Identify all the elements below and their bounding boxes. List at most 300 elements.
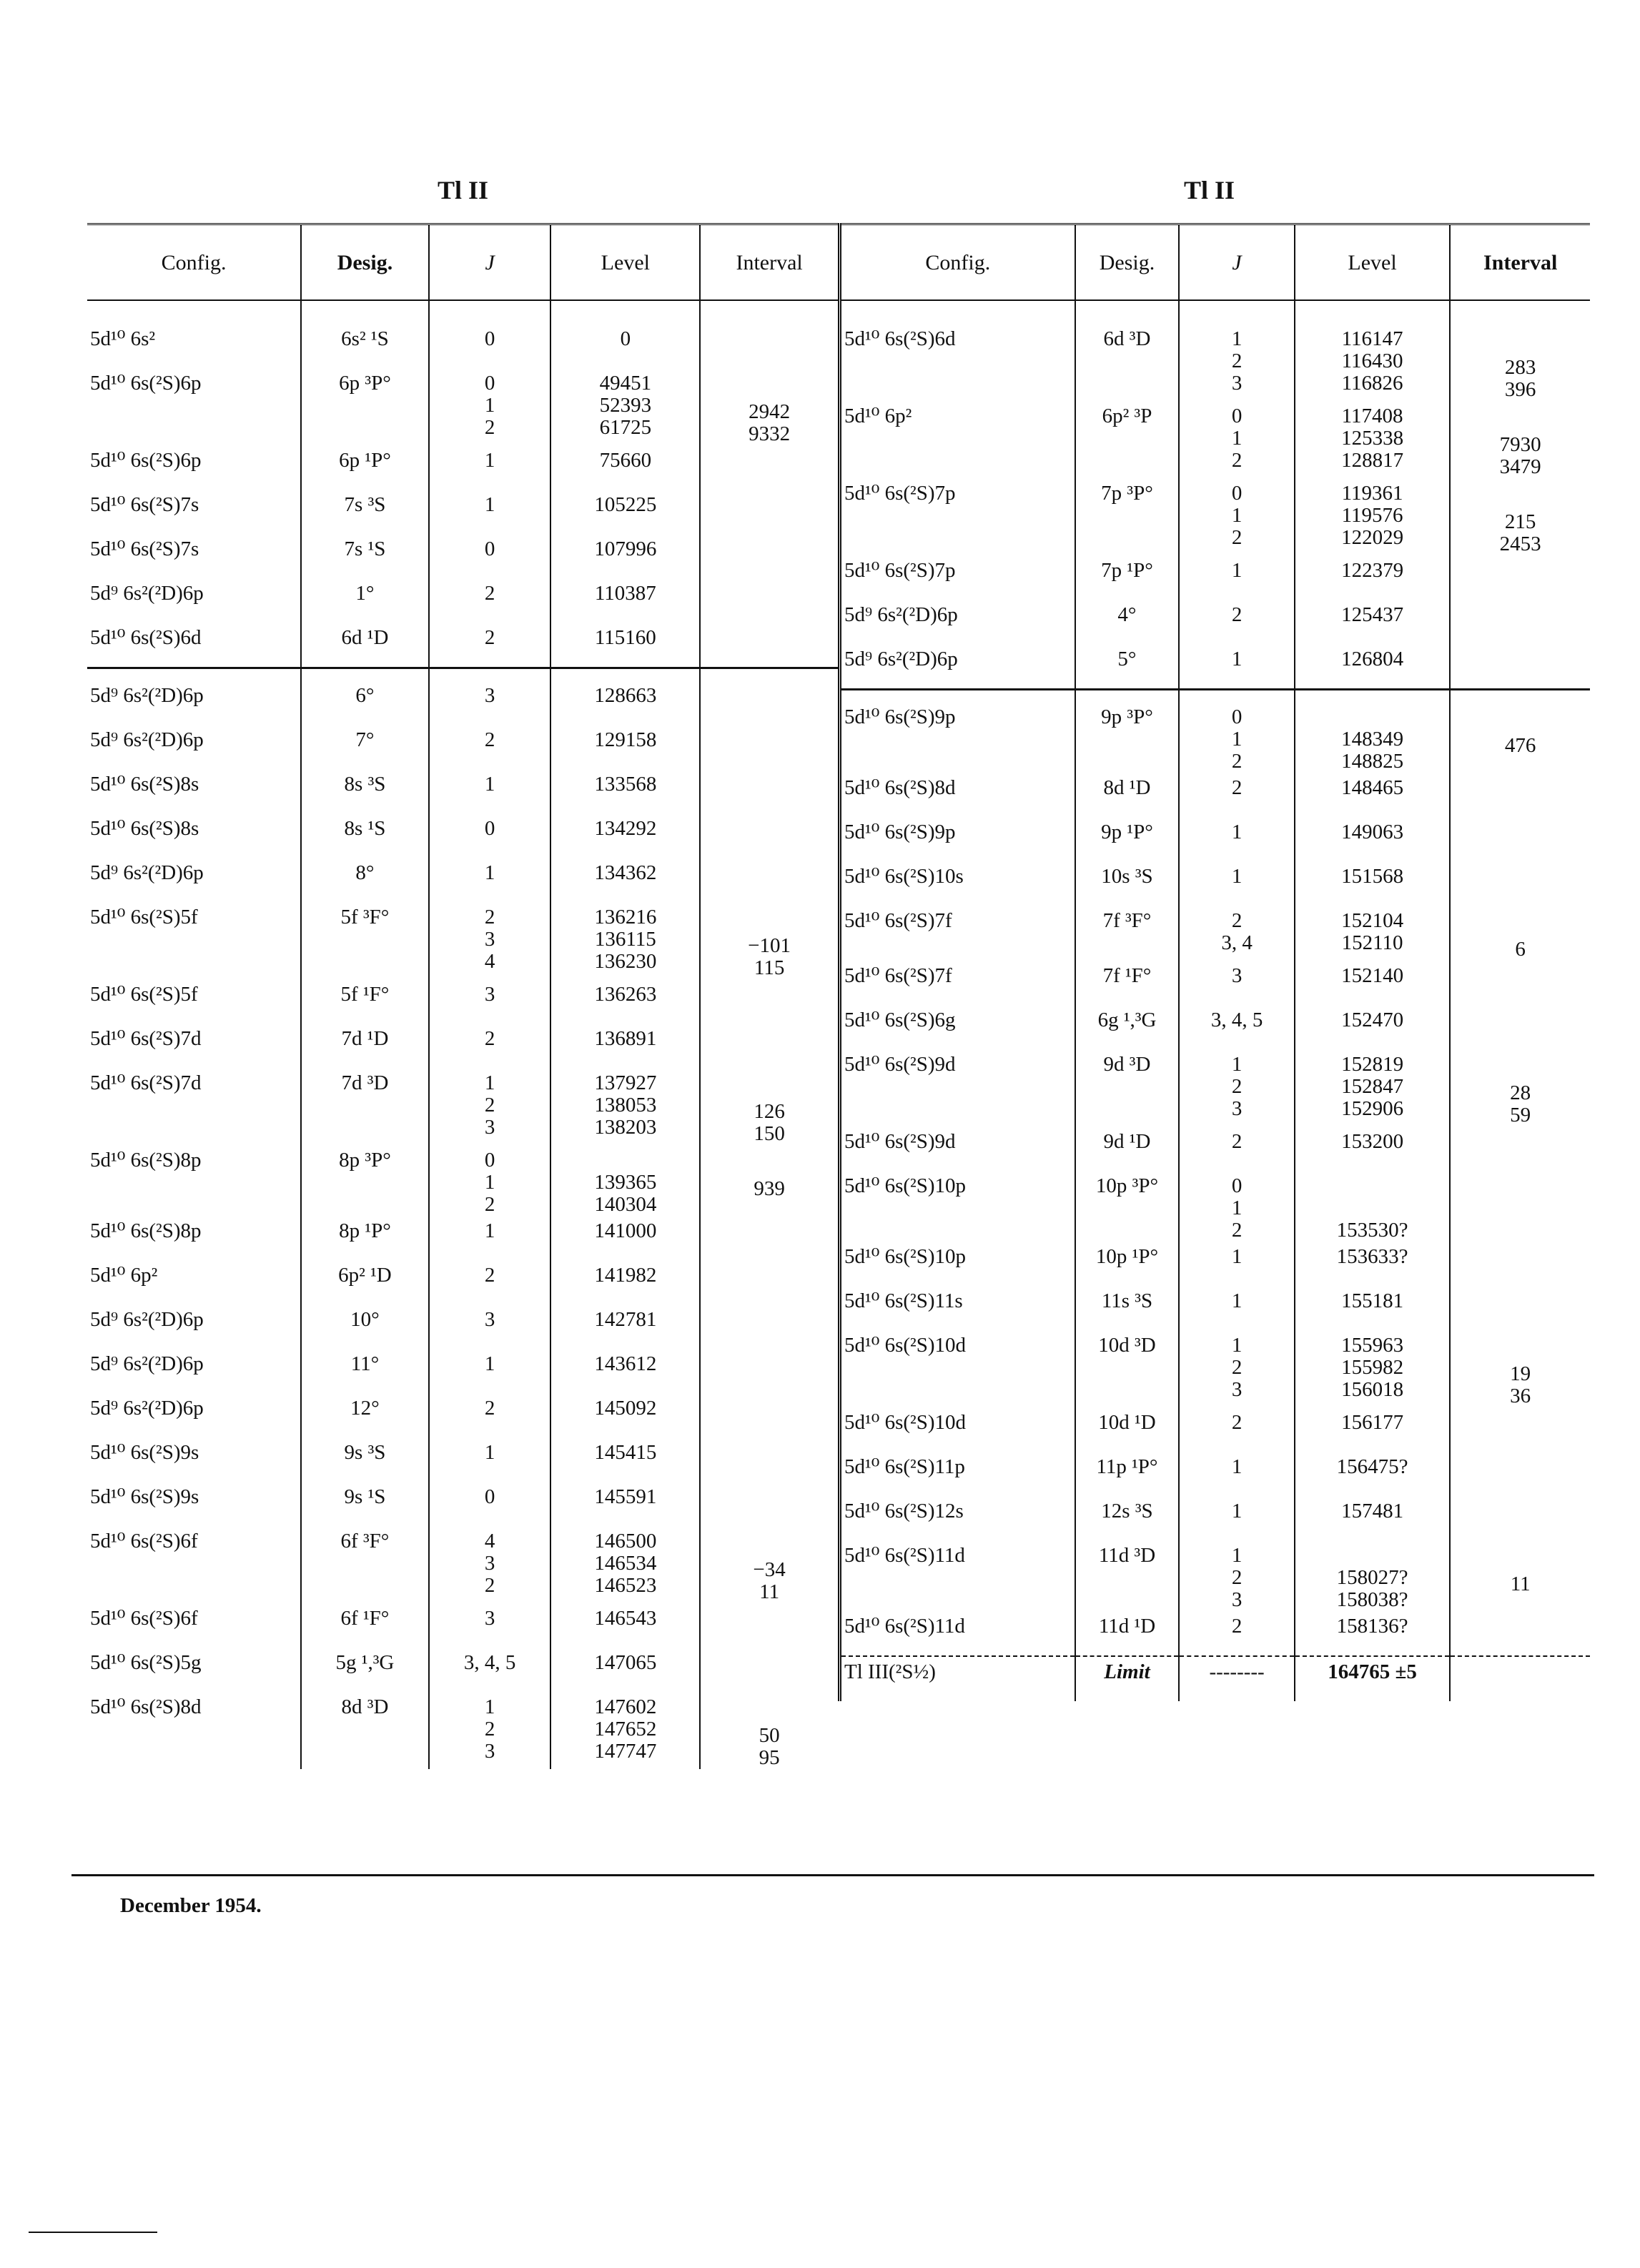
config-cell: [840, 1171, 1075, 1242]
desig-cell: [1075, 1407, 1180, 1452]
j-value: 3: [484, 1308, 495, 1331]
interval-cell: [700, 1024, 838, 1068]
desig-cell: [1075, 1496, 1180, 1540]
level-cell: [1295, 1005, 1451, 1049]
j-value: 2: [1231, 1356, 1243, 1379]
j-cell: [1179, 1611, 1294, 1656]
j-value: 0: [484, 538, 495, 560]
level-value: 138053: [594, 1094, 657, 1116]
level-value: 136263: [594, 983, 657, 1006]
level-value: 126804: [1341, 648, 1404, 670]
level-row: [840, 773, 1591, 817]
config-cell: [840, 644, 1075, 690]
j-value: 2: [1231, 449, 1243, 472]
desig-cell: [301, 1393, 429, 1437]
config-text: 5d⁹ 6s²(²D)6p: [90, 1352, 204, 1375]
interval-cell: [1450, 1496, 1590, 1540]
level-value: 136115: [594, 928, 656, 951]
desig-text: 5g ¹,³G: [335, 1651, 395, 1674]
desig-cell: [301, 1068, 429, 1145]
level-row: [840, 600, 1591, 644]
j-value: 3: [1231, 372, 1243, 395]
j-value: 3: [1231, 964, 1243, 987]
left-level-table: [87, 223, 838, 1769]
level-cell: [1295, 1330, 1451, 1407]
desig-text: 8s ³S: [344, 773, 386, 796]
j-value: 1: [1231, 1544, 1243, 1567]
interval-cell: [700, 1603, 838, 1648]
interval-cell: [700, 979, 838, 1024]
level-value: 148825: [1341, 750, 1404, 773]
level-row: [87, 1068, 838, 1145]
j-cell: [429, 902, 551, 979]
level-row: [87, 668, 838, 726]
desig-text: 11d ³D: [1098, 1544, 1156, 1567]
desig-text: 6g ¹,³G: [1097, 1009, 1157, 1031]
j-cell: [429, 813, 551, 858]
desig-cell: [301, 1145, 429, 1216]
level-cell: [550, 1260, 700, 1304]
j-cell: [1179, 861, 1294, 906]
interval-value: 2942: [749, 400, 791, 423]
interval-cell: [700, 1692, 838, 1769]
config-text: 5d¹⁰ 6s(²S)9p: [844, 705, 956, 728]
level-value: 152819: [1341, 1053, 1404, 1076]
desig-text: 7d ³D: [341, 1071, 389, 1094]
j-cell: [429, 1393, 551, 1437]
interval-value: 215: [1504, 510, 1536, 533]
level-cell: [550, 1304, 700, 1349]
desig-text: 7p ³P°: [1101, 482, 1153, 505]
level-value: 75660: [599, 449, 652, 472]
config-cell: [840, 773, 1075, 817]
config-cell: [87, 1482, 301, 1526]
level-row: [840, 1126, 1591, 1171]
j-cell: [429, 300, 551, 368]
level-value: 136230: [594, 950, 657, 973]
desig-cell: [301, 623, 429, 668]
config-text: 5d¹⁰ 6s(²S)6p: [90, 372, 202, 395]
interval-cell: [700, 769, 838, 813]
j-value: 2: [484, 728, 495, 751]
desig-cell: [1075, 1242, 1180, 1286]
level-value: 141000: [594, 1219, 657, 1242]
level-value: [554, 1149, 696, 1172]
j-value: 4: [484, 1530, 495, 1553]
config-text: 5d¹⁰ 6s(²S)9d: [844, 1053, 956, 1076]
config-text: 5d¹⁰ 6s(²S)9s: [90, 1441, 199, 1464]
desig-text: 10p ³P°: [1095, 1174, 1159, 1197]
j-value: 1: [1231, 1245, 1243, 1268]
interval-value: 11: [759, 1580, 780, 1603]
j-value: 1: [1231, 504, 1243, 527]
desig-text: 9d ³D: [1103, 1053, 1151, 1076]
j-cell: [429, 1648, 551, 1692]
desig-text: 11p ¹P°: [1096, 1455, 1158, 1478]
config-text: 5d¹⁰ 6s(²S)8p: [90, 1219, 202, 1242]
desig-text: 7p ¹P°: [1101, 559, 1153, 582]
config-cell: [87, 1068, 301, 1145]
corner-rule: [29, 2232, 157, 2233]
level-value: 146543: [594, 1607, 657, 1630]
header-interval: Interval: [700, 224, 838, 301]
interval-cell: [1450, 817, 1590, 861]
level-cell: [550, 1216, 700, 1260]
level-value: 152906: [1341, 1097, 1404, 1120]
level-row: [87, 769, 838, 813]
config-cell: [87, 623, 301, 668]
config-cell: [840, 961, 1075, 1005]
config-text: 5d⁹ 6s²(²D)6p: [844, 603, 958, 626]
level-cell: [1295, 817, 1451, 861]
j-cell: [1179, 1005, 1294, 1049]
interval-value: 2453: [1499, 533, 1541, 555]
interval-value: 283: [1504, 356, 1536, 379]
level-value: 152110: [1341, 931, 1403, 954]
level-value: 116147: [1341, 327, 1403, 350]
header-level: Level: [550, 224, 700, 301]
j-value: 0: [1231, 705, 1243, 728]
level-row: [87, 1349, 838, 1393]
desig-cell: [1075, 961, 1180, 1005]
desig-text: 6s² ¹S: [341, 327, 389, 350]
config-cell: [840, 690, 1075, 773]
j-value: 1: [1231, 1289, 1243, 1312]
level-cell: [1295, 1049, 1451, 1126]
j-value: 2: [484, 582, 495, 605]
desig-cell: [301, 813, 429, 858]
level-value: 152104: [1341, 909, 1404, 932]
interval-value: 3479: [1499, 455, 1541, 478]
level-value: 116430: [1341, 350, 1403, 372]
level-value: 146500: [594, 1530, 657, 1553]
interval-cell: [700, 1393, 838, 1437]
level-value: 117408: [1341, 405, 1403, 427]
desig-cell: [301, 1216, 429, 1260]
j-value: 1: [1231, 1455, 1243, 1478]
j-value: 1: [1231, 427, 1243, 450]
config-text: 5d⁹ 6s²(²D)6p: [90, 1397, 204, 1420]
j-value: 0: [484, 1485, 495, 1508]
j-cell: [1179, 1330, 1294, 1407]
j-value: 0: [484, 327, 495, 350]
config-cell: [87, 368, 301, 445]
config-text: 5d¹⁰ 6s(²S)9p: [844, 821, 956, 843]
interval-cell: [1450, 644, 1590, 690]
level-row: [87, 623, 838, 668]
level-row: [840, 1171, 1591, 1242]
level-row: [87, 490, 838, 534]
config-text: 5d¹⁰ 6s(²S)10d: [844, 1411, 966, 1434]
level-row: [87, 1260, 838, 1304]
config-cell: [87, 534, 301, 578]
level-value: 147652: [594, 1718, 657, 1740]
desig-cell: [301, 1648, 429, 1692]
level-row: [87, 1393, 838, 1437]
j-cell: [1179, 555, 1294, 600]
desig-text: 7f ³F°: [1102, 909, 1152, 932]
level-row: [840, 555, 1591, 600]
level-row: [840, 1496, 1591, 1540]
interval-value: 11: [1510, 1573, 1531, 1595]
desig-cell: [301, 534, 429, 578]
j-cell: [429, 445, 551, 490]
level-row: [840, 300, 1591, 401]
desig-text: 10d ¹D: [1098, 1411, 1156, 1434]
config-cell: [840, 1452, 1075, 1496]
level-row: [840, 644, 1591, 690]
level-row: [87, 1692, 838, 1769]
limit-level: 164765 ±5: [1295, 1656, 1451, 1701]
j-value: 1: [484, 1352, 495, 1375]
j-cell: [1179, 1126, 1294, 1171]
j-cell: [429, 1145, 551, 1216]
j-value: 3: [1231, 1097, 1243, 1120]
config-cell: [840, 906, 1075, 961]
j-value: 2: [484, 1027, 495, 1050]
desig-text: 7f ¹F°: [1102, 964, 1152, 987]
j-cell: [429, 1349, 551, 1393]
config-cell: [87, 300, 301, 368]
j-cell: [1179, 1496, 1294, 1540]
j-value: 1: [484, 394, 495, 417]
desig-text: 6f ¹F°: [340, 1607, 390, 1630]
config-cell: [87, 725, 301, 769]
j-cell: [429, 623, 551, 668]
level-row: [840, 1330, 1591, 1407]
level-cell: [1295, 1496, 1451, 1540]
level-value: 152847: [1341, 1075, 1404, 1098]
j-value: 2: [1231, 909, 1243, 932]
interval-cell: [1450, 690, 1590, 773]
header-interval: Interval: [1450, 224, 1590, 301]
config-cell: [840, 1049, 1075, 1126]
level-cell: [550, 368, 700, 445]
right-title: Tl II: [1184, 176, 1235, 204]
interval-value: 6: [1515, 938, 1526, 961]
config-text: 5d¹⁰ 6s(²S)12s: [844, 1500, 964, 1522]
config-text: 5d¹⁰ 6s(²S)5f: [90, 906, 198, 929]
config-cell: [87, 858, 301, 902]
desig-text: 11°: [350, 1352, 380, 1375]
config-cell: [87, 1260, 301, 1304]
level-cell: [550, 1692, 700, 1769]
j-value: 1: [1231, 1197, 1243, 1219]
j-value: 1: [484, 1219, 495, 1242]
level-value: 110387: [594, 582, 656, 605]
desig-cell: [301, 725, 429, 769]
level-value: 119361: [1341, 482, 1403, 505]
config-text: 5d¹⁰ 6s(²S)11s: [844, 1289, 963, 1312]
desig-text: 1°: [355, 582, 375, 605]
desig-text: 10s ³S: [1101, 865, 1153, 888]
interval-value: −101: [748, 934, 791, 957]
desig-text: 11s ³S: [1101, 1289, 1153, 1312]
level-value: 138203: [594, 1116, 657, 1139]
config-cell: [840, 1286, 1075, 1330]
desig-text: 8s ¹S: [344, 817, 386, 840]
interval-cell: [700, 725, 838, 769]
j-cell: [429, 858, 551, 902]
desig-text: 5f ¹F°: [340, 983, 390, 1006]
header-j: J: [429, 224, 551, 301]
config-cell: [840, 1540, 1075, 1611]
interval-cell: [700, 1349, 838, 1393]
j-value: 2: [1231, 603, 1243, 626]
level-row: [840, 1286, 1591, 1330]
desig-text: 9p ³P°: [1101, 705, 1153, 728]
j-value: 2: [1231, 1075, 1243, 1098]
level-row: [87, 1482, 838, 1526]
interval-value: 150: [754, 1122, 785, 1145]
level-row: [87, 1145, 838, 1216]
desig-text: 8d ³D: [341, 1695, 389, 1718]
j-value: 0: [1231, 1174, 1243, 1197]
interval-cell: [1450, 300, 1590, 401]
desig-cell: [301, 858, 429, 902]
desig-cell: [301, 300, 429, 368]
level-row: [87, 725, 838, 769]
j-value: 1: [484, 1695, 495, 1718]
level-cell: [1295, 1242, 1451, 1286]
level-value: 119576: [1341, 504, 1403, 527]
limit-interval: [1450, 1656, 1590, 1701]
config-text: 5d¹⁰ 6s(²S)8d: [844, 776, 956, 799]
level-row: [87, 368, 838, 445]
level-value: 128663: [594, 684, 657, 707]
level-value: 149063: [1341, 821, 1404, 843]
j-cell: [1179, 300, 1294, 401]
limit-row: [840, 1656, 1591, 1701]
level-value: 151568: [1341, 865, 1404, 888]
level-cell: [1295, 1126, 1451, 1171]
j-value: 1: [1231, 728, 1243, 751]
level-cell: [1295, 861, 1451, 906]
level-value: 156475?: [1336, 1455, 1408, 1478]
j-value: 3: [1231, 1588, 1243, 1611]
interval-cell: [1450, 1540, 1590, 1611]
level-value: 129158: [594, 728, 657, 751]
interval-cell: [700, 1145, 838, 1216]
desig-cell: [301, 668, 429, 726]
config-text: 5d¹⁰ 6s(²S)8s: [90, 773, 199, 796]
config-text: 5d¹⁰ 6s(²S)5g: [90, 1651, 202, 1674]
j-cell: [429, 1482, 551, 1526]
desig-text: 9s ³S: [344, 1441, 386, 1464]
desig-text: 6d ³D: [1103, 327, 1151, 350]
j-value: 2: [484, 1397, 495, 1420]
interval-value: 9332: [749, 422, 791, 445]
desig-text: 9d ¹D: [1103, 1130, 1151, 1153]
desig-cell: [1075, 1611, 1180, 1656]
interval-cell: [700, 623, 838, 668]
config-cell: [840, 817, 1075, 861]
j-value: 2: [484, 1574, 495, 1597]
interval-cell: [700, 368, 838, 445]
j-cell: [1179, 600, 1294, 644]
j-cell: [429, 1216, 551, 1260]
level-cell: [1295, 1611, 1451, 1656]
level-cell: [550, 623, 700, 668]
j-value: 3, 4: [1221, 931, 1253, 954]
level-row: [840, 1452, 1591, 1496]
desig-text: 4°: [1117, 603, 1137, 626]
bottom-rule: [71, 1874, 1594, 1876]
config-cell: [840, 1496, 1075, 1540]
config-cell: [87, 1648, 301, 1692]
level-value: 157481: [1341, 1500, 1404, 1522]
config-text: 5d¹⁰ 6s(²S)9s: [90, 1485, 199, 1508]
level-value: [1298, 1175, 1447, 1197]
desig-text: 9p ¹P°: [1101, 821, 1153, 843]
level-row: [87, 902, 838, 979]
j-cell: [1179, 961, 1294, 1005]
j-value: 3, 4, 5: [463, 1651, 516, 1674]
desig-cell: [1075, 401, 1180, 478]
interval-value: 115: [754, 956, 785, 979]
header-j: J: [1179, 224, 1294, 301]
header-config: Config.: [87, 224, 301, 301]
j-cell: [1179, 1452, 1294, 1496]
j-value: 2: [1231, 350, 1243, 372]
config-text: 5d¹⁰ 6p²: [90, 1264, 158, 1287]
level-cell: [550, 1024, 700, 1068]
interval-cell: [1450, 1005, 1590, 1049]
interval-cell: [700, 300, 838, 368]
config-text: 5d¹⁰ 6s(²S)6f: [90, 1530, 198, 1553]
level-value: 146523: [594, 1574, 657, 1597]
level-cell: [1295, 401, 1451, 478]
level-cell: [1295, 600, 1451, 644]
config-cell: [87, 1692, 301, 1769]
desig-text: 11d ¹D: [1098, 1615, 1156, 1638]
j-cell: [1179, 1407, 1294, 1452]
config-cell: [87, 1145, 301, 1216]
j-value: 2: [1231, 750, 1243, 773]
level-value: 152470: [1341, 1009, 1404, 1031]
level-row: [840, 478, 1591, 555]
j-value: 1: [484, 1071, 495, 1094]
config-cell: [840, 478, 1075, 555]
j-value: 1: [484, 449, 495, 472]
desig-cell: [301, 578, 429, 623]
level-cell: [1295, 773, 1451, 817]
level-cell: [550, 858, 700, 902]
desig-cell: [1075, 690, 1180, 773]
level-cell: [1295, 478, 1451, 555]
desig-text: 10°: [350, 1308, 380, 1331]
level-value: 115160: [594, 626, 656, 649]
level-value: 148465: [1341, 776, 1404, 799]
level-value: 153530?: [1336, 1219, 1408, 1242]
j-value: 1: [1231, 865, 1243, 888]
level-value: 158038?: [1336, 1588, 1408, 1611]
config-text: 5d¹⁰ 6s(²S)7f: [844, 909, 952, 932]
config-cell: [87, 769, 301, 813]
level-cell: [550, 1145, 700, 1216]
level-value: 152140: [1341, 964, 1404, 987]
interval-value: 396: [1504, 378, 1536, 401]
config-cell: [87, 1216, 301, 1260]
j-value: 1: [1231, 1053, 1243, 1076]
level-cell: [1295, 906, 1451, 961]
j-cell: [429, 1260, 551, 1304]
interval-cell: [1450, 1126, 1590, 1171]
config-text: 5d¹⁰ 6s(²S)6d: [90, 626, 202, 649]
config-text: 5d¹⁰ 6s(²S)7p: [844, 559, 956, 582]
config-cell: [840, 555, 1075, 600]
j-cell: [1179, 817, 1294, 861]
